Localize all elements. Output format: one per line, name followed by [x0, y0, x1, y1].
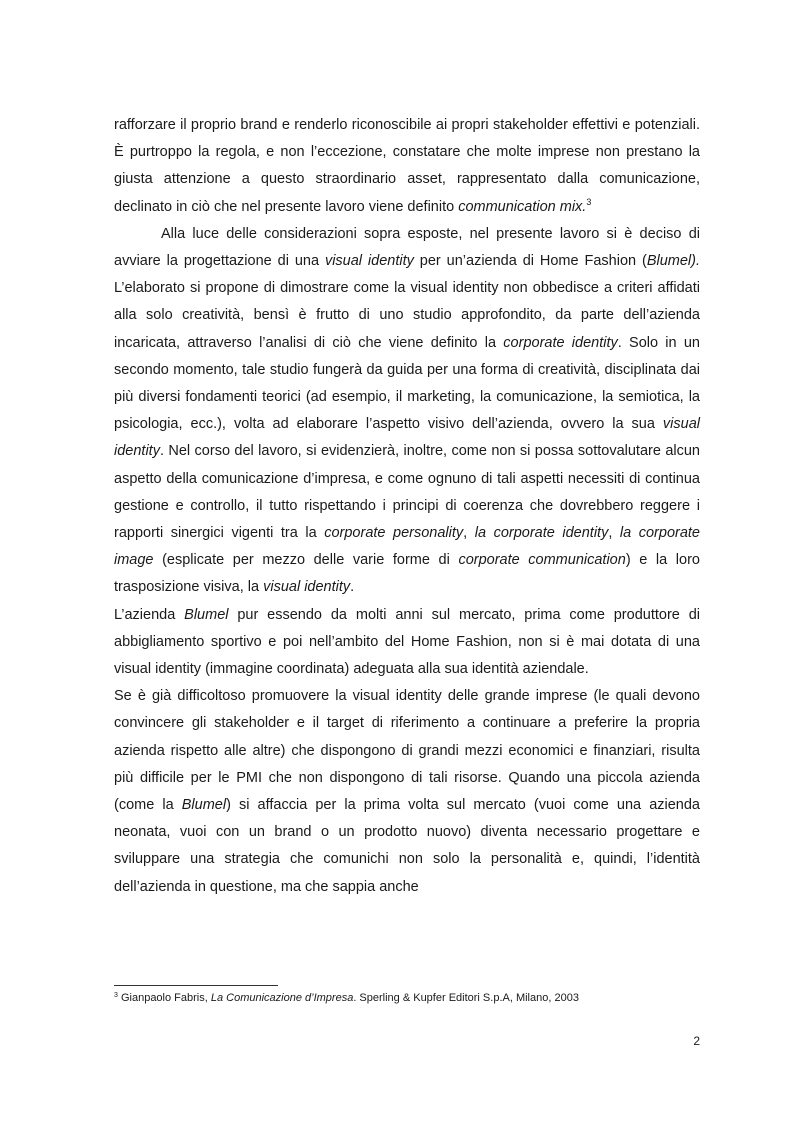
paragraph	[114, 112, 700, 221]
paragraph	[114, 602, 700, 684]
paragraph	[114, 683, 700, 901]
text-run: (esplicate per mezzo delle varie forme di	[153, 552, 459, 569]
text-run: L’elaborato si propone di dimostrare come la visual identity non obbedisce a criteri affidati alla solo creatività, bensì è frutto di uno studio approfondito, da parte dell’azienda incaricata, attraverso l’analisi di ciò che viene definito la	[114, 280, 700, 351]
text-run: ,	[463, 525, 475, 542]
footnote-separator	[114, 985, 278, 986]
italic-text: communication mix.	[458, 198, 587, 215]
footnote	[114, 991, 714, 1005]
text-run: ) e la loro trasposizione visiva, la	[114, 552, 700, 596]
italic-text: visual identity	[324, 253, 414, 270]
italic-text: corporate personality	[324, 525, 464, 542]
text-run: per un’azienda di Home Fashion (	[413, 253, 647, 270]
italic-text: Blumel).	[646, 253, 701, 270]
italic-text: Blumel	[181, 797, 227, 814]
text-run: .	[350, 579, 355, 596]
italic-text: visual identity	[114, 416, 700, 460]
text-run: rafforzare il proprio brand e renderlo riconoscibile ai propri stakeholder effettivi e potenziali. È purtroppo la regola, e non l’eccezione, constatare che molte imprese non prestano la giusta attenzione a questo straordinario asset, rappresentato dalla comunicazione, declinato in ciò che nel presente lavoro viene definito	[114, 117, 700, 215]
text-run: Se è già difficoltoso promuovere la visual identity delle grande imprese (le quali devono convincere gli stakeholder e il target di riferimento a continuare a preferire la propria azienda rispetto alle altre) che dispongono di grandi mezzi economici e finanziari, risulta più difficile per le PMI che non dispongono di tali risorse. Quando una piccola azienda (come la	[114, 688, 700, 814]
italic-text: Blumel	[184, 606, 229, 623]
italic-text: corporate identity	[503, 334, 618, 351]
text-run: Gianpaolo Fabris,	[117, 992, 211, 1004]
paragraph	[114, 221, 700, 602]
text-run: . Solo in un secondo momento, tale studio fungerà da guida per una forma di creatività, disciplinata dai più diversi fondamenti teorici (ad esempio, il marketing, la comunicazione, la semiotica, la psicologia, ecc.), volta ad elaborare l’aspetto visivo dell’azienda, ovvero la sua	[114, 334, 700, 433]
italic-text: visual identity	[263, 579, 351, 596]
italic-text: la corporate image	[114, 525, 700, 569]
footnote-text	[118, 992, 579, 1004]
page-number: 2	[693, 1034, 700, 1048]
text-run: ,	[608, 525, 620, 542]
text-run: ) si affaccia per la prima volta sul mercato (vuoi come una azienda neonata, vuoi con un brand o un prodotto nuovo) diventa necessario progettare e sviluppare una strategia che comunichi non solo la personalità e, quindi, l’identità dell’azienda in questione, ma che sappia anche	[114, 797, 700, 895]
text-run: L’azienda	[114, 606, 185, 623]
text-run: . Sperling & Kupfer Editori S.p.A, Milano, 2003	[353, 992, 579, 1004]
text-run: Alla luce delle considerazioni sopra esposte, nel presente lavoro si è deciso di avviare la progettazione di una	[114, 225, 700, 270]
italic-text: La Comunicazione d’Impresa	[210, 992, 354, 1004]
text-run: pur essendo da molti anni sul mercato, prima come produttore di abbigliamento sportivo e poi nell’ambito del Home Fashion, non si è mai dotata di una visual identity (immagine coordinata) adeguata alla sua identità aziendale.	[114, 606, 700, 678]
body-text	[114, 112, 700, 901]
footnote-number: 3	[114, 992, 118, 999]
italic-text: la corporate identity	[474, 525, 609, 542]
text-run: . Nel corso del lavoro, si evidenzierà, inoltre, come non si possa sottovalutare alcun aspetto della comunicazione d’impresa, e come ognuno di tali aspetti necessiti di continua gestione e controllo, il tutto rispettando i principi di coerenza che dovrebbero reggere i rapporti sinergici vigenti tra la	[114, 443, 700, 542]
italic-text: corporate communication	[458, 552, 626, 569]
footnote-reference: 3	[586, 196, 592, 207]
